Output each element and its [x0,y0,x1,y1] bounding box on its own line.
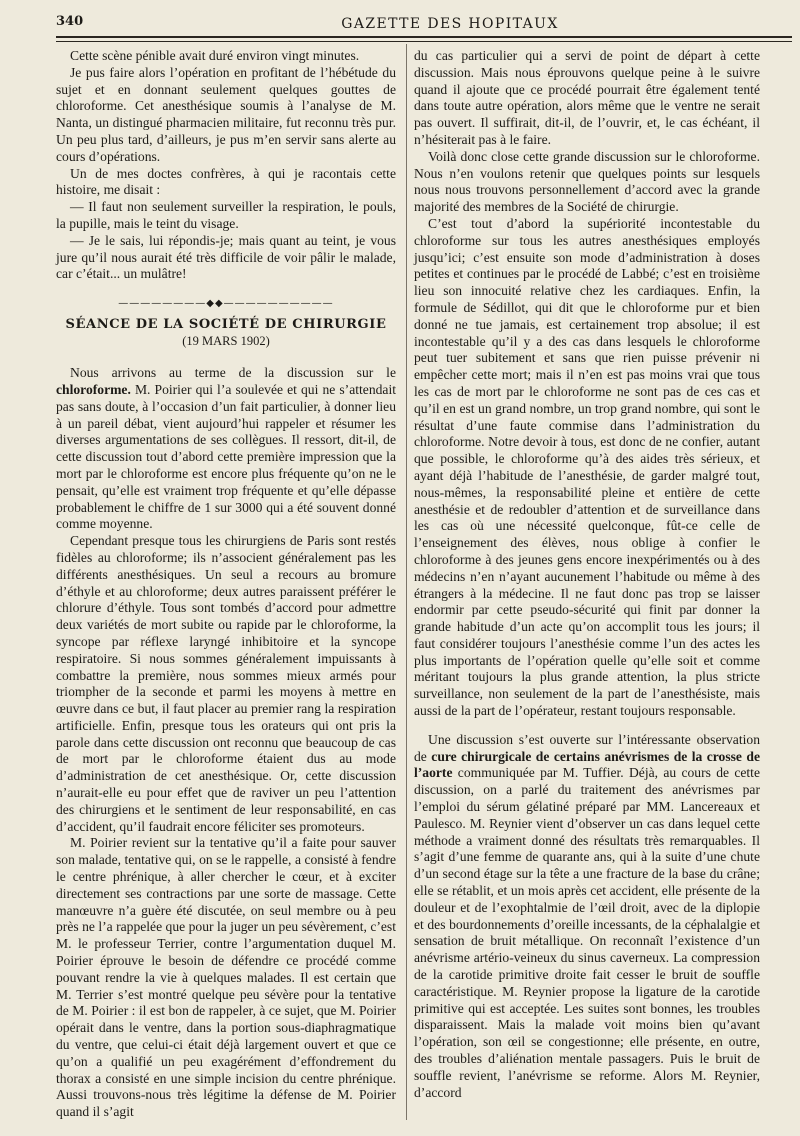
right-column [414,48,760,1101]
page-number: 340 [56,14,84,29]
paragraph: — Je le sais, lui répondis-je; mais quant au teint, je vous jure qu’il nous aurait été très difficile de voir pâlir le malade, car c’était... un mulâtre! [56,232,396,282]
paragraph: Cependant presque tous les chirurgiens de Paris sont restés fidèles au chloroforme; ils n’associent généralement pas les différents anesthésiques. Un seul a recours au bromure d’éthyle et au chloroforme; deux autres paraissent préférer le chlorure d’éthyle. Tous sont tombés d’accord pour admettre deux variétés de mort subite ou rapide par le chloroforme, la syncope par réflexe laryngé inhibitoire et la syncope respiratoire. Si nous sommes généralement impuissants à combattre la première, nous sommes mieux armés pour triompher de la seconde et parmi les moyens à mettre en œuvre dans ce but, il faut placer au premier rang la respiration artificielle. Enfin, presque tous les orateurs qui ont pris la parole dans cette discussion ont reconnu que beaucoup de cas de mort par le chloroforme étaient dus au mode d’administration de cet anesthésique. Or, cette discussion n’aurait-elle eu pour effet que de raviver un peu l’attention des chirurgiens et le sentiment de leur responsabilité, en cas d’accident, qu’il faudrait encore féliciter ses promoteurs. [56,533,396,834]
header-rule-thin [56,41,792,42]
paragraph: M. Poirier revient sur la tentative qu’il a faite pour sauver son malade, tentative qui, on se le rappelle, a consisté à fendre le centre phrénique, à aller chercher le cœur, et à exciter directement ses contractions par une sorte de massage. Cette manœuvre n’a guère été discutée, on seul membre ou à peu près ne l’a rappelée que pour la juger un peu sévèrement, c’est M. le professeur Terrier, contre l’argumentation duquel M. Poirier éprouve le besoin de défendre ce procédé comme pouvant rendre la vie à quelques malades. Il est certain que M. Terrier s’est montré quelque peu sévère pour la tentative de M. Poirier : il est bon de rappeler, à ce sujet, que M. Poirier opérait dans le ventre, dans la portion sous-diaphragmatique du ventre, que celui-ci était déjà largement ouvert et que ce qu’on a qualifié un peu exagérément d’effondrement du thorax a consisté en une simple incision du centre phrénique. Aussi trouvons-nous très légitime la défense de M. Poirier quand il s’agit [56,835,396,1120]
paragraph: Cette scène pénible avait duré environ vingt minutes. [70,48,360,63]
bold-term: chloroforme. [56,381,131,397]
paragraph: Un de mes doctes confrères, à qui je racontais cette histoire, me disait : [56,165,396,198]
section-title: SÉANCE DE LA SOCIÉTÉ DE CHIRURGIE [65,317,387,333]
bold-term: cure chirurgicale de certains anévrismes de la crosse de l’aorte [414,748,761,781]
header-rule [56,36,792,38]
text-run: Une discussion s’est ouverte sur l’intéressante observation de [414,731,760,764]
paragraph: — Il faut non seulement surveiller la respiration, le pouls, la pupille, mais le teint du visage. [56,199,396,231]
paragraph: Voilà donc close cette grande discussion sur le chloroforme. Nous n’en voulons retenir que quelques points sur lesquels nous nous trouvons personnellement d’accord avec la grande majorité des membres de la Société de chirurgie. [414,148,760,215]
left-column [56,48,396,1121]
running-title: GAZETTE DES HOPITAUX [341,16,559,32]
text-run: Nous arrivons au terme de la discussion sur le [70,365,396,381]
paragraph: C’est tout d’abord la supériorité incontestable du chloroforme sur tous les autres anesthésiques employés jusqu’ici; c’est ensuite son mode d’administration à doses petites et continues par le procédé de Labbé; c’est en troisième lieu son innocuité relative chez les cardiaques. Enfin, la formule de Sédillot, qui dit que le chloroforme pur et bien donné ne tue jamais, est certainement trop absolue; il est incontestable qu’il y a des cas dans lesquels le chloroforme peut tuer subitement et sans que rien puisse prévenir ni empêcher cette mort; mais il n’en est pas moins vrai que tous les cas de mort par le chloroforme ne sont pas de ces cas et qu’il en est un grand nombre, un trop grand nombre, qui sont le résultat d’une faute commise dans l’administration du chloroforme. Notre devoir à tous, est donc de ne confier, autant que possible, le chloroforme qu’à des aides très sérieux, et ayant déjà l’habitude de l’anesthésie, de garder malgré tout, nous-mêmes, la responsabilité pleine et entière de cette anesthésie et de redoubler d’attention et de surveillance dans les cas où une nécessité quelconque, fût-ce celle de l’enseignement des élèves, nous oblige à confier le chloroforme à des jeunes gens encore inexpérimentés ou à des médecins n’en n’ayant aucunement l’habitude ou même à des étrangers à la médecine. Il ne faut donc pas trop se laisser endormir par cette pseudo-sécurité qui finit par donner la grande habitude d’un acte qu’on accomplit tous les jours; il faut considérer toujours l’anesthésie comme l’un des actes les plus importants de l’opération quelle qu’elle soit et comme méritant toujours la plus grande attention, la plus stricte surveillance, non seulement de la part de l’anesthésiste, mais aussi de la part de l’opérateur, restant toujours responsable. [414,215,760,719]
text-run: M. Poirier qui l’a soulevée et qui ne s’attendait pas sans doute, à l’occasion d’un fait particulier, à donner lieu à un pareil débat, vient aujourd’hui rappeler et résumer les diverses argumentations de ses collègues. Il ressort, dit-il, de cette discussion tout d’abord cette première impression que la mort par le chloroforme est encore plus fréquente qu’on ne le pensait, qu’elle est vraiment trop fréquente et qu’elle dépasse probablement le chiffre de 1 sur 3000 qui a été souvent donné comme moyenne. [56,381,396,532]
paragraph: du cas particulier qui a servi de point de départ à cette discussion. Mais nous éprouvons quelque peine à le suivre quand il ajoute que ce procédé pourrait être également tenté dans toute autre opération, alors même que le ventre ne serait pas ouvert. Il suffirait, dit-il, de l’ouvrir, et, le cas échéant, il n’hésiterait pas à le faire. [414,48,760,147]
paragraph [414,732,760,1102]
section-date: (19 MARS 1902) [182,334,270,349]
text-run: communiquée par M. Tuffier. Déjà, au cours de cette discussion, on a parlé du traitement des anévrismes par l’emploi du sérum gélatiné préparé par MM. Lancereaux et Paulesco. M. Reynier vient d’observer un cas dans lequel cette méthode a vraiment donné des résultats très remarquables. Il s’agit d’une femme de quarante ans, qui à la suite d’une chute d’un second étage sur la tête a une fracture de la base du crâne; elle se rétablit, et un mois après cet accident, elle présente de la douleur et de l’exophtalmie de l’œil droit, avec de la diplopie et des bourdonnements d’oreille incessants, de la céphalalgie et sensation de bruit métallique. On reconnaît l’existence d’un anévrisme artério-veineux du sinus caverneux. La compression de la carotide primitive droite fait cesser le bruit de souffle caractéristique. M. Reynier propose la ligature de la carotide primitive qui est acceptée. Les suites sont bonnes, les troubles disparaissent. Mais la malade voit moins bien qu’avant l’opération, son œil se congestionne; elle présente, en outre, des troubles d’aliénation mentale passagers. Puis le bruit de souffle revient, l’anévrisme se reforme. Alors M. Reynier, d’accord [414,765,760,1100]
paragraph [56,365,396,533]
paragraph: Je pus faire alors l’opération en profitant de l’hébétude du sujet et en donnant seulement quelques gouttes de chloroforme. Cet anesthésique soumis à l’analyse de M. Nanta, un distingué pharmacien militaire, fut reconnu très pur. Un peu plus tard, d’ailleurs, je pus m’en servir sans alerte au cours d’opérations. [56,64,396,164]
column-divider [406,44,407,1120]
section-ornament: ————————◆◆—————————— [118,298,334,310]
